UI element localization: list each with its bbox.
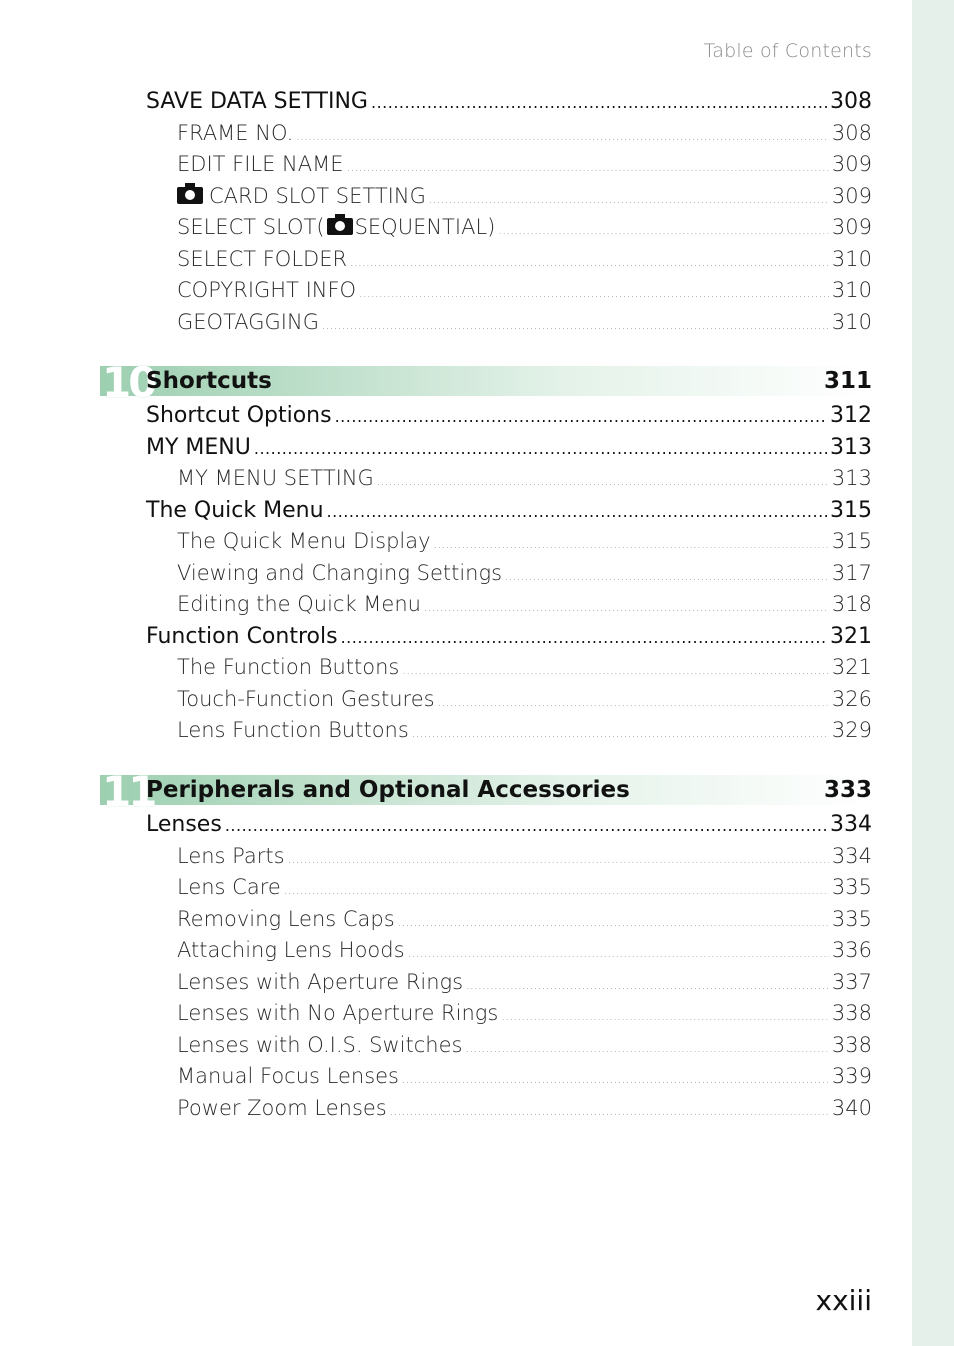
toc-entry-title: Lens Parts bbox=[177, 843, 285, 868]
toc-entry-page: 309 bbox=[831, 183, 872, 208]
toc-entry-title: Lens Function Buttons bbox=[177, 718, 409, 742]
toc-entry-title: Function Controls bbox=[146, 623, 338, 649]
toc-entry-title: COPYRIGHT INFO bbox=[177, 278, 357, 302]
toc-entry-title: Power Zoom Lenses bbox=[177, 1095, 387, 1120]
leader-dots bbox=[327, 496, 827, 528]
leader-dots bbox=[341, 622, 827, 654]
leader-dots bbox=[465, 1033, 828, 1065]
toc-entry[interactable] bbox=[146, 1030, 872, 1062]
toc-entry[interactable] bbox=[146, 181, 872, 213]
leader-dots bbox=[254, 433, 827, 465]
toc-entry-page: 313 bbox=[830, 434, 872, 460]
toc-entry-title: MY MENU bbox=[146, 434, 251, 460]
toc-entry-page: 335 bbox=[831, 906, 872, 931]
toc-entry[interactable] bbox=[146, 244, 872, 276]
toc-entry[interactable] bbox=[146, 86, 872, 118]
camera-icon bbox=[327, 218, 353, 235]
camera-icon bbox=[177, 187, 203, 204]
leader-dots bbox=[402, 1064, 829, 1096]
leader-dots bbox=[284, 875, 829, 907]
toc-entry[interactable] bbox=[146, 935, 872, 967]
toc-entry-title: Lenses with No Aperture Rings bbox=[177, 1001, 499, 1025]
leader-dots bbox=[335, 401, 827, 433]
toc-entry-title: Manual Focus Lenses bbox=[177, 1064, 399, 1088]
toc-entry-title: SELECT SLOT( bbox=[177, 215, 325, 239]
toc-entry[interactable] bbox=[146, 904, 872, 936]
toc-entry[interactable] bbox=[146, 998, 872, 1030]
toc-entry[interactable] bbox=[146, 432, 872, 464]
toc-entry-title: Lenses with Aperture Rings bbox=[177, 969, 464, 994]
side-tab bbox=[912, 0, 954, 1346]
leader-dots bbox=[371, 87, 827, 119]
toc-entry-page: 315 bbox=[831, 529, 872, 553]
toc-entry-title: Lens Care bbox=[177, 875, 281, 899]
toc-entry[interactable] bbox=[146, 967, 872, 999]
toc-entry[interactable] bbox=[146, 463, 872, 495]
toc-entry-title: The Quick Menu Display bbox=[177, 529, 431, 553]
toc-entry[interactable] bbox=[146, 841, 872, 873]
chapter-page: 333 bbox=[823, 777, 872, 803]
leader-dots bbox=[498, 215, 829, 247]
toc-entry[interactable] bbox=[146, 149, 872, 181]
leader-dots bbox=[322, 310, 829, 342]
toc-entry[interactable] bbox=[146, 1093, 872, 1125]
toc-entry-page: 310 bbox=[831, 309, 872, 334]
toc-entry-page: 329 bbox=[831, 718, 872, 742]
toc-entry-title: The Quick Menu bbox=[146, 497, 324, 523]
toc-entry-title-suffix: SEQUENTIAL) bbox=[354, 215, 496, 239]
toc-entry[interactable] bbox=[146, 275, 872, 307]
toc-entry-page: 321 bbox=[830, 623, 872, 649]
toc-entry[interactable] bbox=[146, 652, 872, 684]
leader-dots bbox=[434, 529, 829, 561]
leader-dots bbox=[225, 810, 827, 842]
toc-group-1 bbox=[146, 86, 872, 338]
toc-entry-page: 334 bbox=[831, 843, 872, 868]
toc-entry-title: Shortcut Options bbox=[146, 403, 332, 428]
toc-entry-page: 308 bbox=[830, 89, 872, 114]
toc-group-3 bbox=[146, 809, 872, 1124]
toc-entry-page: 312 bbox=[830, 403, 872, 428]
toc-entry-title: CARD SLOT SETTING bbox=[209, 183, 426, 208]
toc-entry-page: 315 bbox=[830, 497, 872, 523]
toc-entry[interactable] bbox=[146, 589, 872, 621]
toc-entry-page: 338 bbox=[831, 1032, 872, 1057]
toc-entry[interactable] bbox=[146, 1061, 872, 1093]
toc-entry-title: Lenses with O.I.S. Switches bbox=[177, 1032, 463, 1057]
page-number: xxiii bbox=[815, 1284, 872, 1317]
leader-dots bbox=[438, 687, 829, 719]
leader-dots bbox=[390, 1096, 829, 1128]
toc-entry-title: FRAME NO. bbox=[177, 120, 294, 145]
toc-entry-title: SAVE DATA SETTING bbox=[146, 89, 368, 114]
leader-dots bbox=[296, 121, 829, 153]
toc-entry-page: 340 bbox=[831, 1095, 872, 1120]
toc-entry-page: 335 bbox=[831, 875, 872, 899]
toc-entry-title: Editing the Quick Menu bbox=[177, 592, 421, 616]
toc-entry[interactable] bbox=[146, 621, 872, 653]
leader-dots bbox=[412, 718, 829, 750]
toc-entry-page: 338 bbox=[831, 1001, 872, 1025]
chapter-number: 10 bbox=[102, 358, 155, 407]
toc-entry-title: EDIT FILE NAME bbox=[177, 152, 344, 176]
chapter-title: Peripherals and Optional Accessories bbox=[146, 777, 630, 803]
toc-entry[interactable] bbox=[146, 307, 872, 339]
chapter-number: 11 bbox=[102, 767, 155, 816]
leader-dots bbox=[347, 152, 829, 184]
chapter-page: 311 bbox=[823, 368, 872, 394]
leader-dots bbox=[398, 907, 829, 939]
toc-entry-page: 317 bbox=[831, 560, 872, 585]
toc-entry[interactable] bbox=[146, 684, 872, 716]
toc-entry-page: 337 bbox=[831, 969, 872, 994]
toc-entry[interactable] bbox=[146, 872, 872, 904]
toc-entry-page: 321 bbox=[831, 655, 872, 679]
toc-entry[interactable] bbox=[146, 809, 872, 841]
chapter-header-10[interactable] bbox=[100, 358, 872, 407]
chapter-title: Shortcuts bbox=[146, 368, 272, 394]
toc-entry-page: 336 bbox=[831, 938, 872, 962]
toc-entry-title: The Function Buttons bbox=[177, 655, 400, 679]
toc-entry-title: Viewing and Changing Settings bbox=[177, 560, 503, 585]
leader-dots bbox=[501, 1001, 829, 1033]
toc-entry[interactable] bbox=[146, 558, 872, 590]
leader-dots bbox=[402, 655, 829, 687]
toc-entry-title: GEOTAGGING bbox=[177, 309, 319, 334]
leader-dots bbox=[424, 592, 829, 624]
toc-entry[interactable] bbox=[146, 118, 872, 150]
leader-dots bbox=[429, 184, 829, 216]
toc-entry-page: 318 bbox=[831, 592, 872, 616]
leader-dots bbox=[288, 844, 829, 876]
toc-entry-page: 334 bbox=[830, 812, 872, 837]
leader-dots bbox=[505, 561, 829, 593]
toc-entry-page: 309 bbox=[831, 152, 872, 176]
toc-entry[interactable] bbox=[146, 495, 872, 527]
leader-dots bbox=[359, 278, 829, 310]
toc-entry-page: 308 bbox=[831, 120, 872, 145]
leader-dots bbox=[408, 938, 829, 970]
toc-entry-title: MY MENU SETTING bbox=[177, 466, 374, 490]
toc-entry[interactable] bbox=[146, 526, 872, 558]
toc-entry-title: Attaching Lens Hoods bbox=[177, 938, 405, 962]
toc-entry[interactable] bbox=[146, 715, 872, 747]
leader-dots bbox=[466, 970, 829, 1002]
toc-entry[interactable] bbox=[146, 400, 872, 432]
toc-entry[interactable] bbox=[146, 212, 872, 244]
toc-entry-page: 310 bbox=[831, 278, 872, 302]
toc-entry-page: 313 bbox=[831, 466, 872, 490]
toc-entry-page: 310 bbox=[831, 246, 872, 271]
leader-dots bbox=[350, 247, 829, 279]
leader-dots bbox=[377, 466, 829, 498]
toc-entry-title: SELECT FOLDER bbox=[177, 246, 348, 271]
toc-entry-page: 309 bbox=[831, 215, 872, 239]
toc-entry-title: Lenses bbox=[146, 812, 222, 837]
toc-entry-title: Touch-Function Gestures bbox=[177, 686, 435, 711]
toc-group-2 bbox=[146, 400, 872, 747]
toc-entry-title: Removing Lens Caps bbox=[177, 906, 395, 931]
chapter-header-11[interactable] bbox=[100, 767, 872, 816]
toc-entry-page: 326 bbox=[831, 686, 872, 711]
page-header: Table of Contents bbox=[703, 40, 872, 62]
toc-entry-page: 339 bbox=[831, 1064, 872, 1088]
